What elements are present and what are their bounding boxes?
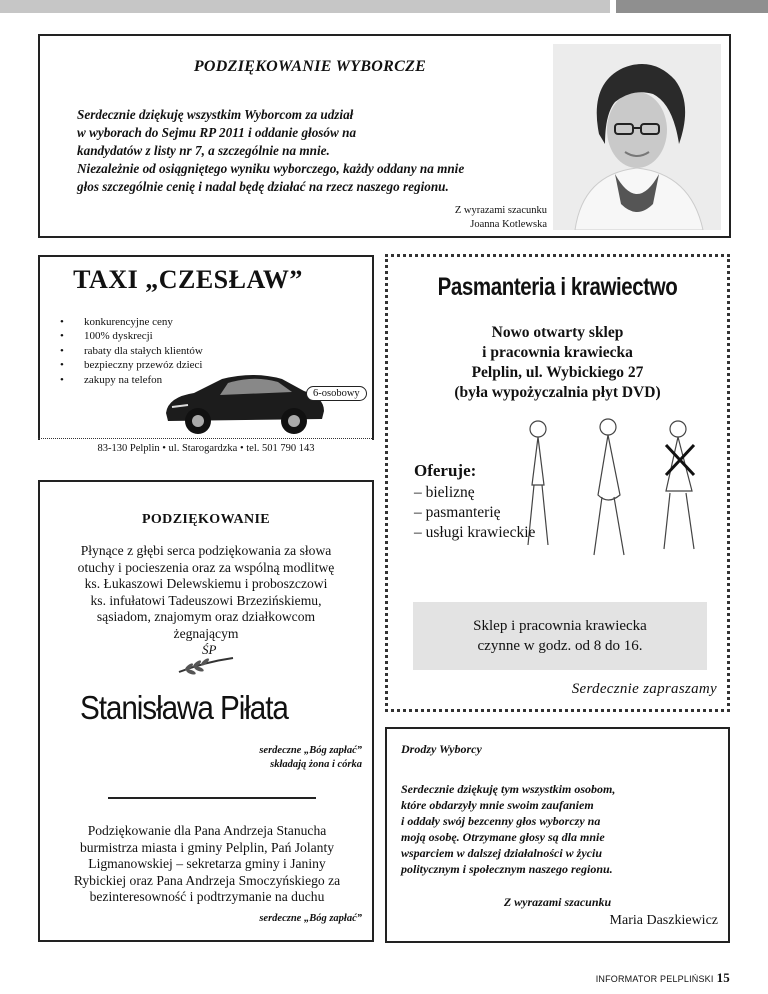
thanks-line: ks. Łukaszowi Delewskiemu i proboszczowi <box>84 576 328 592</box>
tailor-hours-line: Sklep i pracownia krawiecka <box>473 618 647 634</box>
election-ad-closing: Z wyrazami szacunku <box>454 205 547 216</box>
taxi-feature: • 100% dyskrecji <box>60 329 203 343</box>
voters-line: które obdarzyły mnie swoim zaufaniem <box>401 798 594 812</box>
election-ad-line: Niezależnie od osiągniętego wyniku wyborczego, każdy oddany na mnie <box>77 161 465 176</box>
taxi-title: TAXI „CZESŁAW” <box>73 265 303 294</box>
election-ad-title: PODZIĘKOWANIE WYBORCZE <box>193 58 427 75</box>
thanks-signature-line: składają żona i córka <box>270 759 362 770</box>
taxi-feature: • bezpieczny przewóz dzieci <box>60 358 203 372</box>
tailor-welcome: Serdecznie zapraszamy <box>571 681 717 697</box>
voters-title: Drodzy Wyborcy <box>401 742 482 756</box>
tailor-offer-item: – bieliznę <box>414 484 475 501</box>
voters-thanks-ad <box>385 727 730 943</box>
tailor-offer-list <box>414 483 535 543</box>
thanks-title: PODZIĘKOWANIE <box>141 512 271 527</box>
voters-line: politycznym i społecznym naszego regionu. <box>401 862 613 876</box>
taxi-feature: • zakupy na telefon <box>60 373 203 387</box>
tailor-shop-line: (była wypożyczalnia płyt DVD) <box>454 384 661 401</box>
voters-line: moją osobę. Otrzymane głosy są dla mnie <box>401 830 605 844</box>
tailor-shop-line: Nowo otwarty sklep <box>491 324 624 341</box>
election-ad-signer: Joanna Kotlewska <box>470 219 547 230</box>
car-icon <box>158 357 328 437</box>
voters-line: Serdecznie dziękuję tym wszystkim osobom, <box>401 782 616 796</box>
tailor-shop-ad <box>385 254 730 712</box>
taxi-address: 83-130 Pelplin • ul. Starogardzka • tel. 501 790 143 <box>97 443 315 454</box>
thanks-line: Płynące z głębi serca podziękowania za słowa <box>80 543 332 558</box>
thanks-body <box>48 543 364 643</box>
thanks-line-2: Rybickiej oraz Pana Andrzeja Smoczyńskiego za <box>73 872 341 888</box>
election-ad-line: Serdecznie dziękuję wszystkim Wyborcom za udział <box>77 107 354 122</box>
deceased-name: Stanisława Piłata <box>80 689 288 726</box>
page-footer <box>596 970 730 986</box>
publication-name: INFORMATOR PELPLIŃSKI <box>595 974 714 984</box>
tailor-offer-item: – pasmanterię <box>414 504 501 521</box>
thanks-divider <box>108 797 316 799</box>
taxi-divider <box>38 438 374 439</box>
tailor-offer-item: – usługi krawieckie <box>414 524 536 541</box>
thanks-sp: ŚP <box>202 642 217 657</box>
voters-closing: Z wyrazami szacunku <box>503 895 612 909</box>
taxi-capacity-badge: 6-osobowy <box>306 386 367 401</box>
tailor-hours <box>413 602 707 670</box>
election-thanks-ad <box>38 34 731 238</box>
election-ad-line: kandydatów z listy nr 7, a szczególnie na mnie. <box>77 143 330 158</box>
taxi-feature: • rabaty dla stałych klientów <box>60 344 203 358</box>
taxi-ad <box>38 255 374 463</box>
voters-body <box>401 781 721 877</box>
thanks-line-2: bezinteresowność i podtrzymanie na duchu <box>89 889 325 905</box>
thanks-line: żegnającym <box>173 625 239 641</box>
thanks-line-2: Ligmanowskiej – sekretarza gminy i Janiny <box>88 856 326 872</box>
election-ad-signature <box>455 204 547 232</box>
election-ad-body <box>77 106 577 196</box>
election-ad-line: w wyborach do Sejmu RP 2011 i oddanie głosów na <box>77 125 357 140</box>
funeral-thanks-ad <box>38 480 374 942</box>
tailor-hours-line: czynne w godz. od 8 do 16. <box>477 638 643 654</box>
thanks-line-2: Podziękowanie dla Pana Andrzeja Stanucha <box>87 823 327 838</box>
voters-signer: Maria Daszkiewicz <box>609 913 718 928</box>
thanks-signature <box>259 744 362 772</box>
thanks-signature-2: serdeczne „Bóg zapłać” <box>259 913 362 924</box>
election-ad-line: głos szczególnie cenię i nadal będę działać na rzecz naszego regionu. <box>77 179 449 194</box>
thanks-line: otuchy i pocieszenia oraz za wspólną modlitwę <box>77 559 335 575</box>
tailor-shop-line: Pelplin, ul. Wybickiego 27 <box>471 364 644 381</box>
candidate-portrait <box>553 44 721 230</box>
thanks-line: ks. infułatowi Tadeuszowi Brzezińskiemu, <box>90 592 322 608</box>
tailor-title: Pasmanteria i krawiectwo <box>437 273 678 301</box>
tailor-offer-title: Oferuje: <box>414 461 477 480</box>
thanks-line-2: burmistrza miasta i gminy Pelplin, Pań Jolanty <box>79 839 335 855</box>
page-number: 15 <box>716 970 730 985</box>
thanks-body-2 <box>44 823 370 906</box>
tailor-shop-info <box>388 323 727 403</box>
thanks-line: sąsiadom, znajomym oraz działkowcom <box>96 609 316 625</box>
top-bar-left <box>0 0 610 13</box>
voters-line: i oddały swój bezcenny głos wyborczy na <box>401 814 601 828</box>
voters-line: wsparciem w dalszej działalności w życiu <box>401 846 603 860</box>
top-bar-right <box>616 0 768 13</box>
taxi-feature: • konkurencyjne ceny <box>60 315 203 329</box>
tailor-shop-line: i pracownia krawiecka <box>482 344 633 361</box>
thanks-signature-line: serdeczne „Bóg zapłać” <box>259 745 362 756</box>
